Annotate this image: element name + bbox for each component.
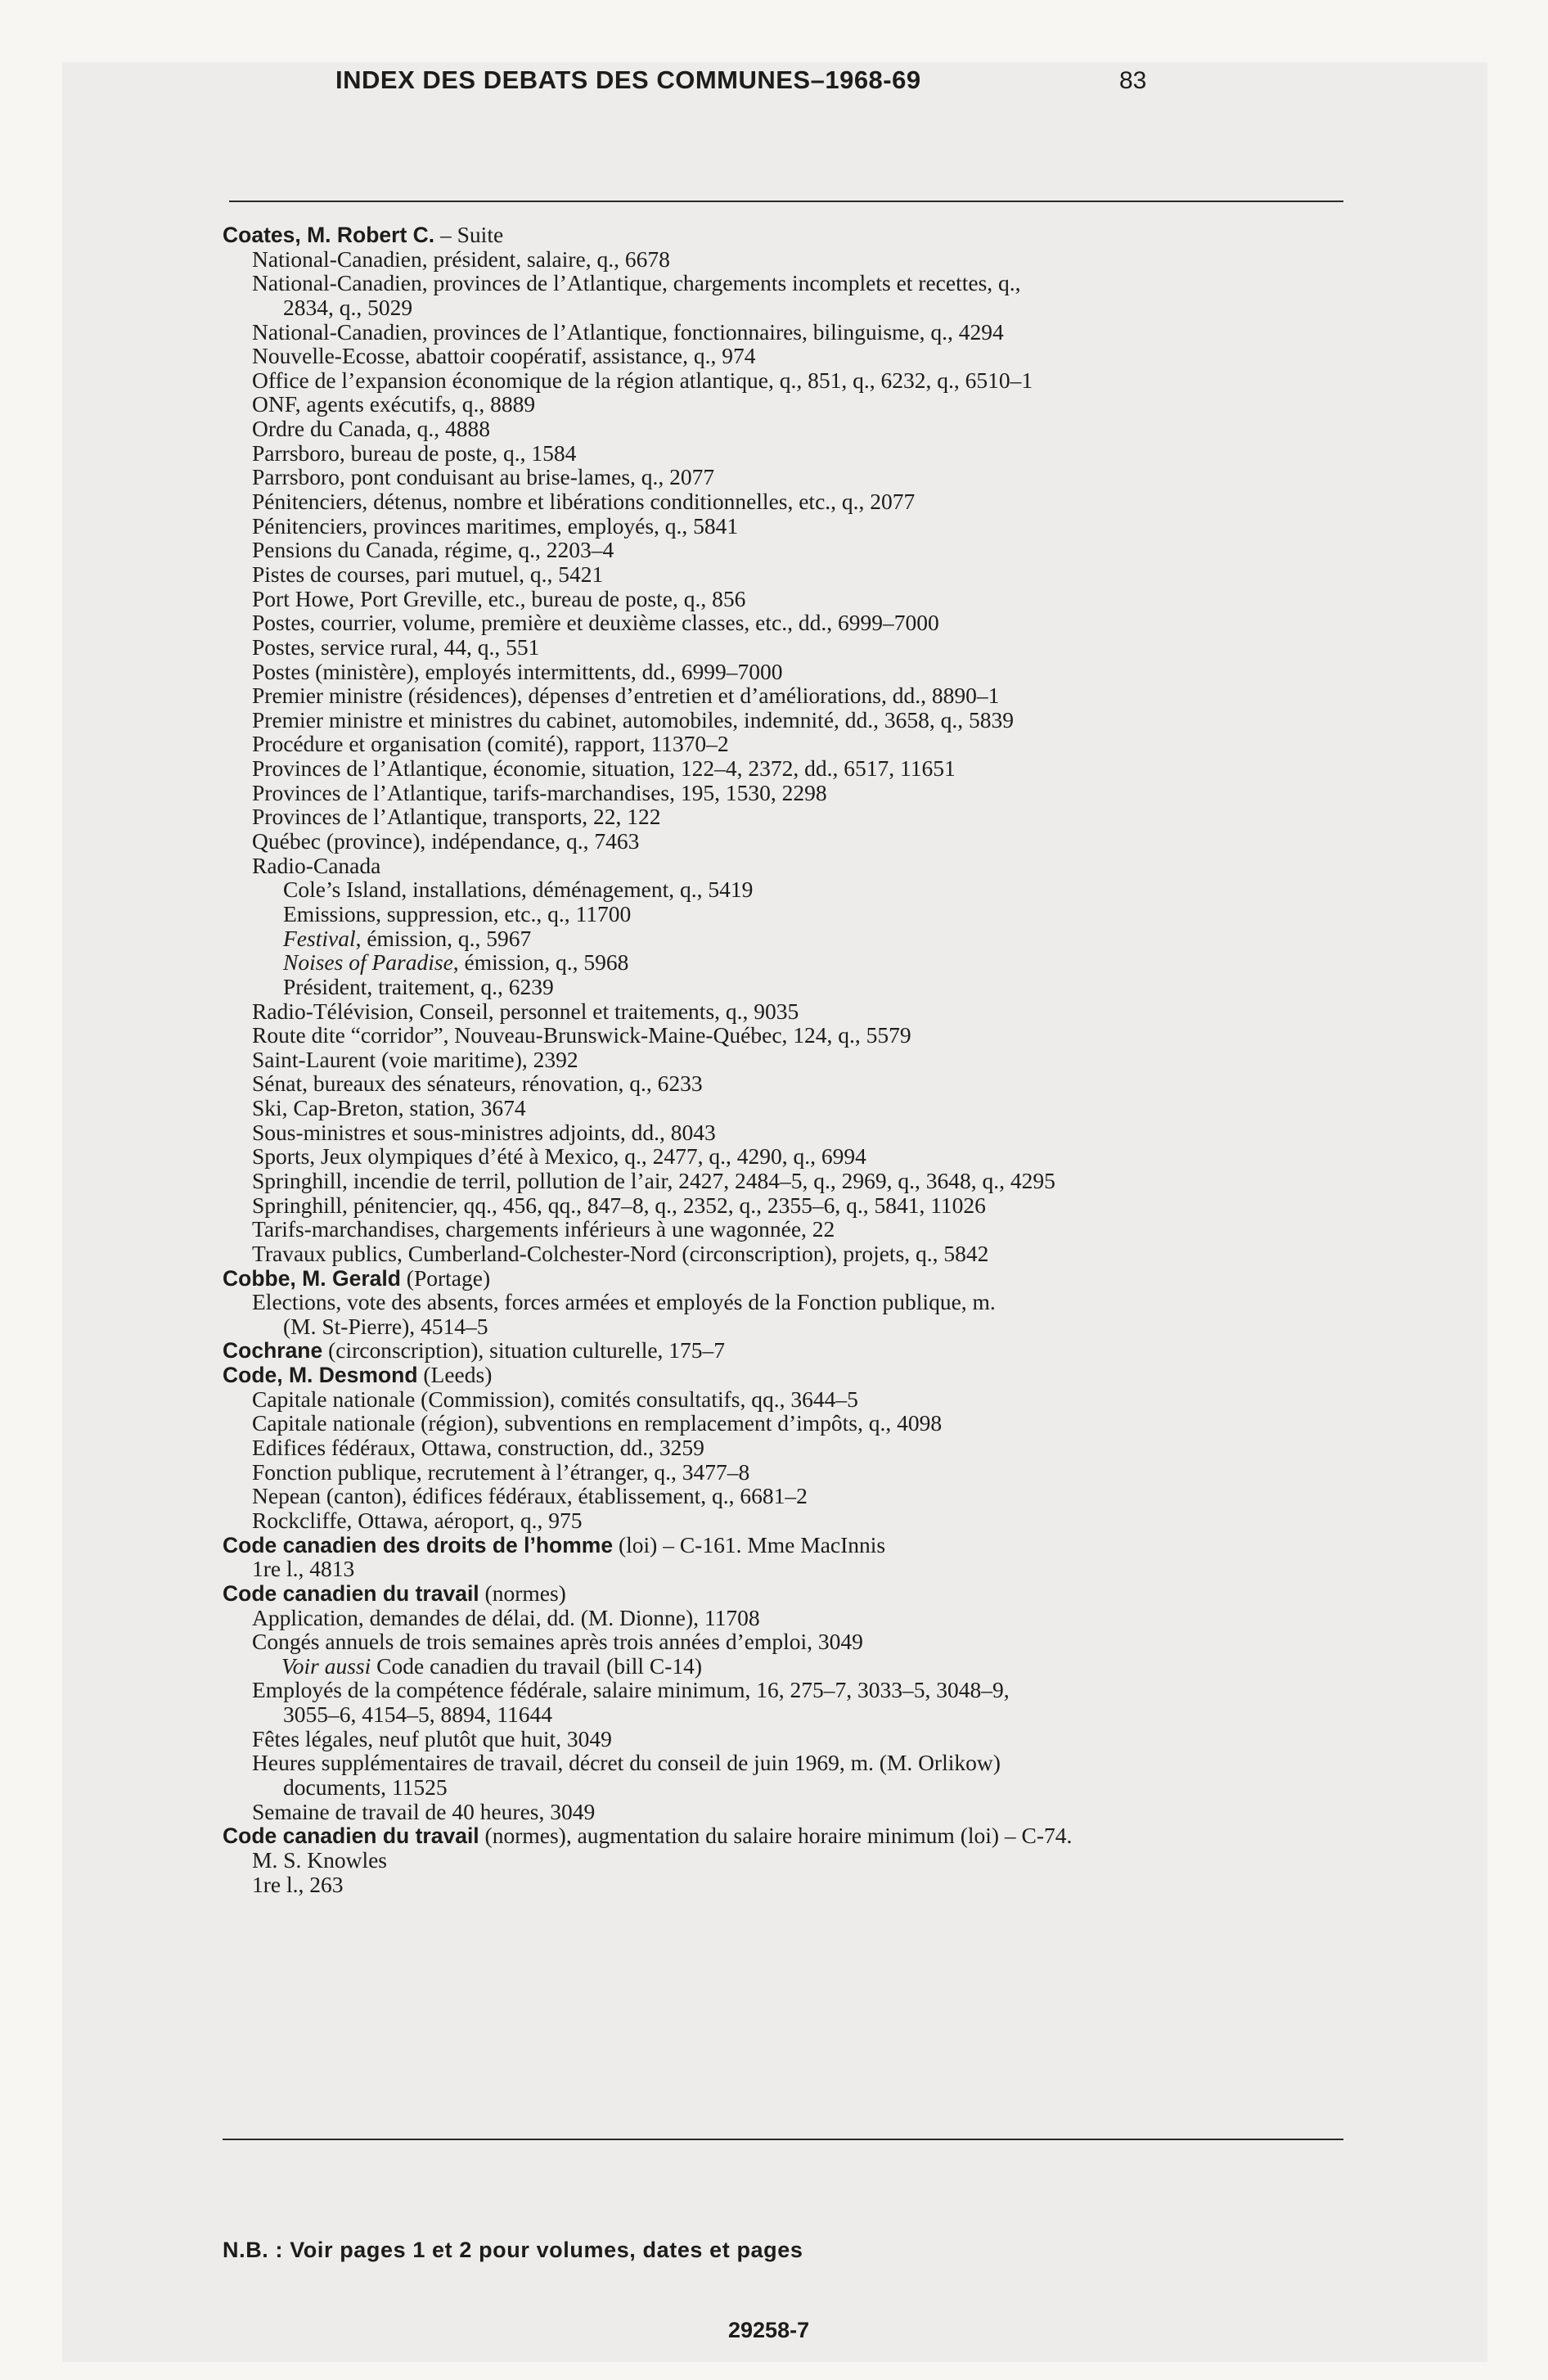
entry-italic: Festival [283,925,356,951]
entry-text: Fêtes légales, neuf plutôt que huit, 3049 [252,1725,612,1751]
entry-text: (Portage) [400,1264,491,1291]
footer-code: 29258-7 [728,2318,810,2342]
entry-text: Provinces de l’Atlantique, économie, situation, 122–4, 2372, dd., 6517, 11651 [252,755,956,782]
index-entry [223,1242,1343,1266]
index-entry [223,1169,1343,1193]
index-entry [223,1120,1343,1145]
entry-italic: Voir aussi [281,1652,371,1679]
entry-name: Code canadien du travail [223,1580,479,1606]
index-heading [223,1363,1343,1387]
entry-text: National-Canadien, provinces de l’Atlantique, fonctionnaires, bilinguisme, q., 4294 [252,318,1004,345]
entry-text: (circonscription), situation culturelle, 175–7 [322,1337,726,1364]
entry-text: (loi) – C-161. Mme MacInnis [613,1531,886,1557]
entry-text: Congés annuels de trois semaines après trois années d’emploi, 3049 [252,1629,863,1655]
index-entry [223,950,1343,975]
entry-text: Québec (province), indépendance, q., 7463 [252,828,640,854]
entry-text: Pénitenciers, provinces maritimes, employés, q., 5841 [252,512,739,539]
entry-text: National-Canadien, provinces de l’Atlantique, chargements incomplets et recettes, q., [252,270,1021,296]
index-entry [223,781,1343,805]
entry-text: Provinces de l’Atlantique, transports, 22, 122 [252,804,661,830]
index-entry [223,344,1343,368]
entry-text: Provinces de l’Atlantique, tarifs-marchandises, 195, 1530, 2298 [252,779,827,805]
index-entry [223,683,1343,708]
entry-name: Coates, M. Robert C. [223,223,435,247]
header-rule [229,201,1343,202]
entry-text: Ski, Cap-Breton, station, 3674 [252,1095,526,1121]
entry-text: , émission, q., 5968 [452,949,629,976]
header-title: INDEX DES DEBATS DES COMMUNES–1968-69 [335,65,921,94]
index-entry [223,805,1343,829]
entry-text: Postes, courrier, volume, première et deuxième classes, etc., dd., 6999–7000 [252,610,939,636]
index-entry [223,392,1343,417]
index-entry [223,295,1343,320]
index-heading [223,1533,1343,1557]
entry-text: Saint-Laurent (voie maritime), 2392 [252,1046,578,1072]
entry-text: Pensions du Canada, régime, q., 2203–4 [252,537,614,563]
index-entry [223,902,1343,926]
index-entry [223,587,1343,611]
entry-text: Parrsboro, pont conduisant au brise-lames, q., 2077 [252,464,715,490]
index-entry [223,320,1343,345]
entry-text: , émission, q., 5967 [355,925,532,951]
index-entry [223,660,1343,684]
index-entry [223,1387,1343,1412]
index-entry [223,1775,1343,1800]
entry-text: Travaux publics, Cumberland-Colchester-Nord (circonscription), projets, q., 5842 [252,1240,989,1266]
entry-name: Code canadien des droits de l’homme [223,1532,614,1557]
index-entry [223,417,1343,441]
index-entry [223,1290,1343,1314]
index-entry [223,1023,1343,1048]
index-entry [223,1557,1343,1581]
entry-text: Application, demandes de délai, dd. (M. Dionne), 11708 [252,1604,760,1630]
index-entry [223,708,1343,732]
index-entry [223,1217,1343,1242]
entry-text: 1re l., 4813 [252,1556,355,1582]
entry-text: Fonction publique, recrutement à l’étranger, q., 3477–8 [252,1458,750,1485]
index-heading [223,1581,1343,1606]
entry-italic: Noises of Paradise [283,949,453,976]
index-entry [223,926,1343,951]
index-entry [223,1654,1343,1679]
index-heading [223,223,1343,247]
index-entry [223,1800,1343,1824]
index-entry [223,1727,1343,1751]
entry-text: Nepean (canton), édifices fédéraux, établissement, q., 6681–2 [252,1483,808,1509]
entry-text: Sénat, bureaux des sénateurs, rénovation, q., 6233 [252,1071,703,1097]
index-entry [223,1144,1343,1169]
entry-text: Rockcliffe, Ottawa, aéroport, q., 975 [252,1507,583,1533]
entry-text: Parrsboro, bureau de poste, q., 1584 [252,439,577,466]
index-entry [223,732,1343,756]
index-heading [223,1266,1343,1291]
index-entry [223,1702,1343,1727]
index-entry [223,1751,1343,1775]
index-entry [223,538,1343,562]
index-entry [223,756,1343,781]
entry-text: Capitale nationale (région), subventions en remplacement d’impôts, q., 4098 [252,1410,943,1436]
entry-text: Port Howe, Port Greville, etc., bureau de poste, q., 856 [252,585,746,611]
entry-text: Cole’s Island, installations, déménagement, q., 5419 [283,877,754,903]
entry-text: Emissions, suppression, etc., q., 11700 [283,900,632,926]
index-entry [223,1484,1343,1508]
index-entry [223,1848,1343,1873]
index-entry [223,1606,1343,1630]
entry-text: Radio-Télévision, Conseil, personnel et traitements, q., 9035 [252,998,799,1024]
index-entry [223,854,1343,878]
index-entry [223,465,1343,489]
entry-text: 3055–6, 4154–5, 8894, 11644 [283,1702,552,1728]
entry-text: Semaine de travail de 40 heures, 3049 [252,1798,596,1824]
entry-text: Président, traitement, q., 6239 [283,973,554,999]
entry-name: Cochrane [223,1338,323,1364]
entry-name: Cobbe, M. Gerald [223,1265,401,1291]
index-entry [223,1678,1343,1702]
entry-name: Code canadien du travail [223,1823,479,1849]
index-heading [223,1338,1343,1363]
index-entry [223,1629,1343,1654]
entry-text: Postes, service rural, 44, q., 551 [252,633,540,660]
index-entry [223,877,1343,902]
index-entry [223,489,1343,514]
entry-text: Springhill, incendie de terril, pollution de l’air, 2427, 2484–5, q., 2969, q., 3648, q., 4295 [252,1167,1055,1193]
entry-text: Springhill, pénitencier, qq., 456, qq., 847–8, q., 2352, q., 2355–6, q., 5841, 11026 [252,1192,986,1218]
entry-name: Code, M. Desmond [223,1363,418,1388]
index-entry [223,1071,1343,1096]
entry-text: Pénitenciers, détenus, nombre et libérations conditionnelles, etc., q., 2077 [252,489,916,515]
entry-text: Pistes de courses, pari mutuel, q., 5421 [252,561,604,587]
entry-text: Route dite “corridor”, Nouveau-Brunswick-Maine-Québec, 124, q., 5579 [252,1022,911,1048]
index-entry [223,368,1343,393]
index-entry [223,1508,1343,1533]
entry-text: Heures supplémentaires de travail, décret du conseil de juin 1969, m. (M. Orlikow) [252,1750,1001,1776]
entry-text: Premier ministre (résidences), dépenses d’entretien et d’améliorations, dd., 8890–1 [252,683,1000,709]
entry-text: Code canadien du travail (bill C-14) [371,1652,703,1679]
index-entry [223,1048,1343,1072]
entry-text: Procédure et organisation (comité), rapport, 11370–2 [252,731,729,757]
entry-text: ONF, agents exécutifs, q., 8889 [252,391,536,417]
entry-text: Nouvelle-Ecosse, abattoir coopératif, assistance, q., 974 [252,343,756,369]
page-number: 83 [1119,67,1147,94]
index-heading [223,1823,1343,1848]
entry-text: Edifices fédéraux, Ottawa, construction, dd., 3259 [252,1435,704,1461]
index-entry [223,1411,1343,1436]
entry-text: Sous-ministres et sous-ministres adjoints, dd., 8043 [252,1119,716,1145]
entry-text: documents, 11525 [283,1774,448,1800]
index-entry [223,1096,1343,1120]
index-entry [223,635,1343,660]
entry-text: Tarifs-marchandises, chargements inférieurs à une wagonnée, 22 [252,1216,835,1242]
index-entry [223,271,1343,295]
entry-text: (M. St-Pierre), 4514–5 [283,1313,488,1339]
entry-text: 1re l., 263 [252,1871,344,1897]
entry-text: (normes) [479,1580,566,1606]
entry-text: 2834, q., 5029 [283,294,413,320]
entry-text: Premier ministre et ministres du cabinet, automobiles, indemnité, dd., 3658, q., 5839 [252,706,1015,732]
index-entry [223,1193,1343,1218]
entry-text: Radio-Canada [252,852,381,878]
note-rule [223,2139,1343,2140]
entry-text: (normes), augmentation du salaire horaire minimum (loi) – C-74. [479,1823,1073,1849]
index-entry [223,514,1343,539]
index-entry [223,975,1343,999]
index-entry [223,1460,1343,1485]
entry-text: Sports, Jeux olympiques d’été à Mexico, q., 2477, q., 4290, q., 6994 [252,1143,866,1170]
index-entry [223,999,1343,1024]
entry-text: Office de l’expansion économique de la région atlantique, q., 851, q., 6232, q., 6510–1 [252,367,1033,393]
index-entry [223,829,1343,854]
index-entry [223,441,1343,466]
entry-text: Employés de la compétence fédérale, salaire minimum, 16, 275–7, 3033–5, 3048–9, [252,1677,1010,1703]
entry-text: (Leeds) [417,1362,493,1388]
index-entries [223,223,1343,1896]
entry-text: – Suite [434,222,504,247]
entry-text: National-Canadien, président, salaire, q., 6678 [252,246,670,272]
index-entry [223,611,1343,635]
index-entry [223,562,1343,587]
index-entry [223,1436,1343,1460]
footnote: N.B. : Voir pages 1 et 2 pour volumes, dates et pages [223,2238,803,2262]
index-entry [223,1873,1343,1897]
entry-text: Ordre du Canada, q., 4888 [252,416,490,442]
entry-text: Capitale nationale (Commission), comités consultatifs, qq., 3644–5 [252,1386,858,1412]
entry-text: Elections, vote des absents, forces armées et employés de la Fonction publique, m. [252,1289,996,1315]
entry-text: M. S. Knowles [252,1846,388,1873]
index-entry [223,1314,1343,1339]
entry-text: Postes (ministère), employés intermittents, dd., 6999–7000 [252,658,783,684]
index-entry [223,247,1343,272]
